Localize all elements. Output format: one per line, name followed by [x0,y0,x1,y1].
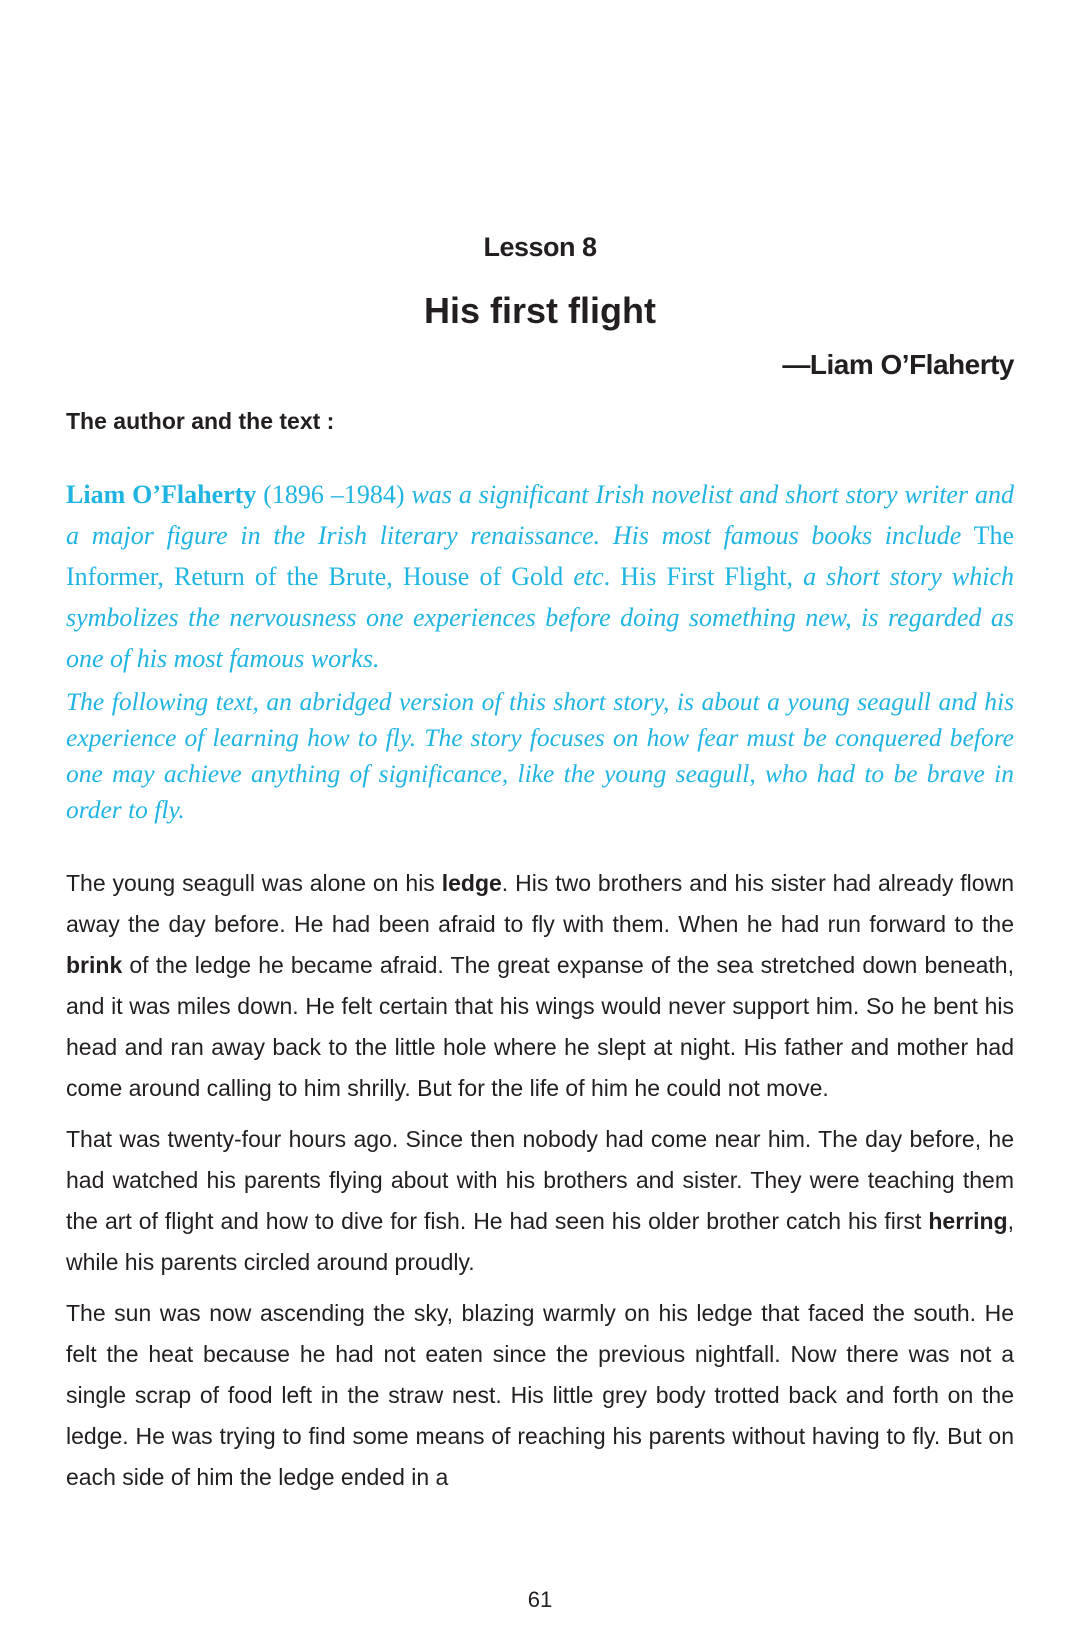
story-text-span: . His two brothers and his sister had already flown away the day before. He had been afraid to fly with them. When he had run forward to the [66,870,1014,937]
story-paragraph-3: The sun was now ascending the sky, blazing warmly on his ledge that faced the south. He felt the heat because he had not eaten since the previous nightfall. Now there was not a single scrap of food left in the straw nest. His little grey body trotted back and forth on the ledge. He was trying to find some means of reaching his parents without having to fly. But on each side of him the ledge ended in a [66,1300,1014,1490]
story-text-span: That was twenty-four hours ago. Since then nobody had come near him. The day before, he had watched his parents flying about with his brothers and sister. They were teaching them the art of flight and how to dive for fish. He had seen his older brother catch his first [66,1126,1014,1234]
page-number: 61 [527,1587,553,1612]
intro-text-continued: a short story which symbolizes the nervousness one experiences before doing something new, is regarded as one of his most famous works. [66,562,1014,673]
story-text-span: The young seagull was alone on his [66,870,442,896]
intro-text: was a significant Irish novelist and short story writer and a major figure in the Irish literary renaissance. His most famous books include [66,480,1014,550]
vocab-word-herring: herring [928,1208,1008,1234]
intro-paragraph-2-text: The following text, an abridged version of this short story, is about a young seagull and his experience of learning how to fly. The story focuses on how fear must be conquered before one may achieve anything of significance, like the young seagull, who had to be brave in order to fly. [66,687,1014,824]
book-titles: The Informer, Return of the Brute, House of Gold [66,521,1015,591]
author-byline: —Liam O’Flaherty [782,349,1014,380]
lesson-number: Lesson 8 [483,232,597,262]
vocab-word-ledge: ledge [441,870,502,896]
vocab-word-brink: brink [66,952,123,978]
story-paragraph-2 [66,1119,1014,1283]
lesson-title: His first flight [424,290,656,331]
intro-paragraph-2 [66,684,1014,828]
story-text-span: , while his parents circled around proudly. [66,1208,1014,1275]
story-text [66,863,1014,1508]
section-heading: The author and the text : [66,408,335,434]
author-introduction [66,474,1014,828]
author-name: Liam O’Flaherty [66,480,257,509]
story-paragraph-1 [66,863,1014,1109]
intro-etc: etc [573,562,604,591]
story-text-span: of the ledge he became afraid. The great expanse of the sea stretched down beneath, and it was miles down. He felt certain that his wings would never support him. So he bent his head and ran away back to the little hole where he slept at night. His father and mother had come around calling to him shrilly. But for the life of him he could not move. [66,952,1014,1101]
author-dates: (1896 –1984) [256,480,412,509]
intro-paragraph-1 [66,474,1014,679]
story-title-mention: . His First Flight, [603,562,804,591]
